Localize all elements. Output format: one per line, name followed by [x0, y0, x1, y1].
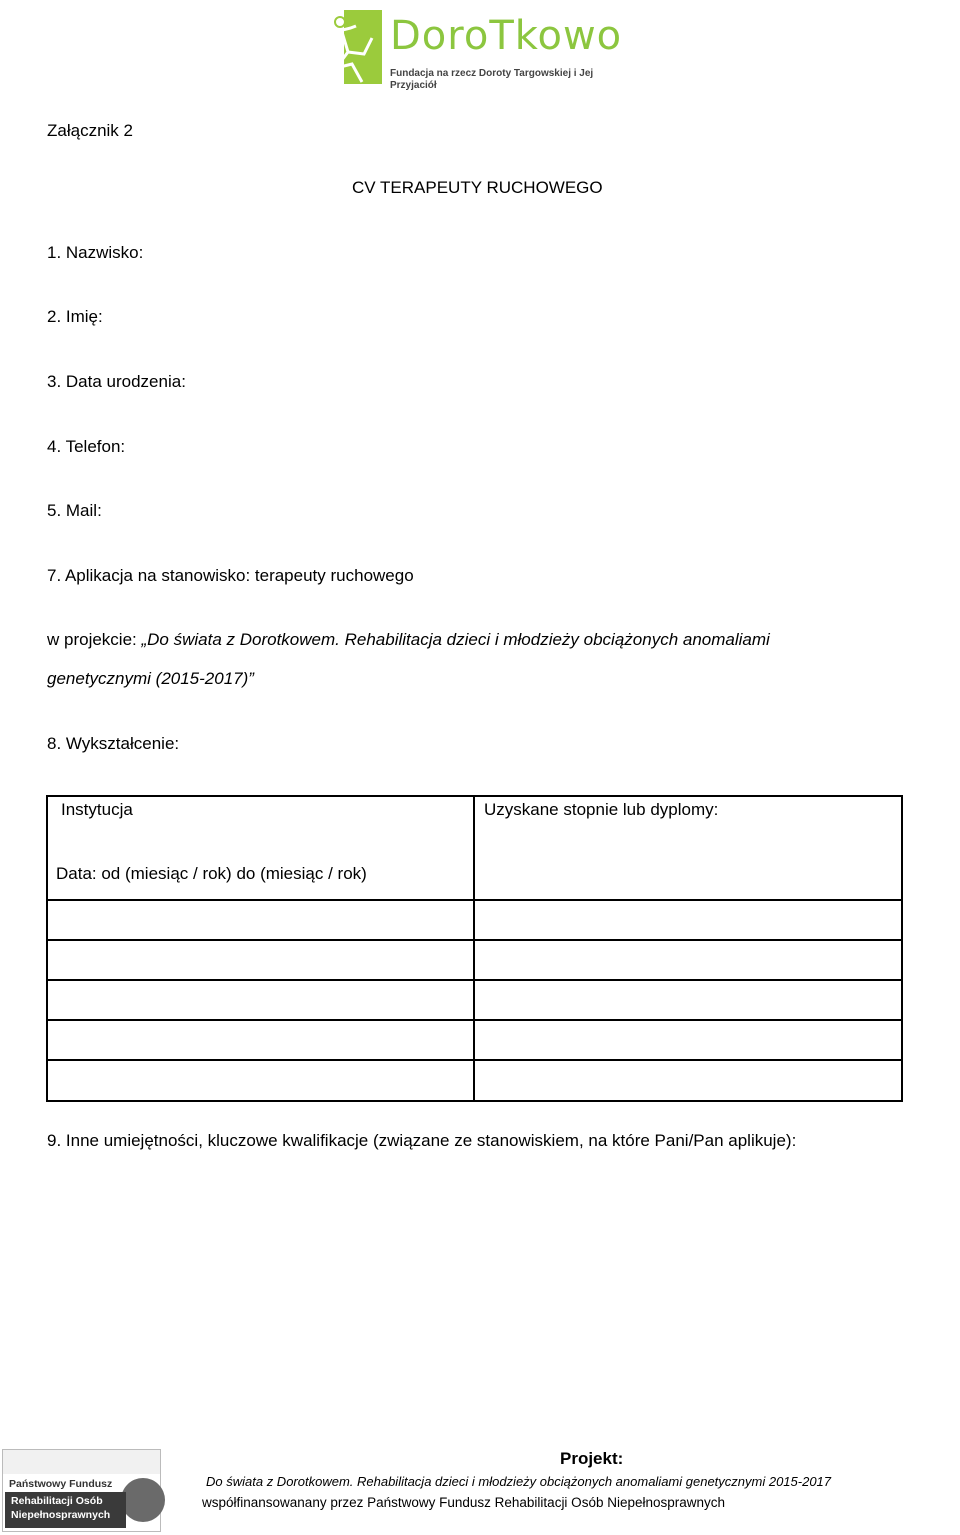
- footer-project-name: Do świata z Dorotkowem. Rehabilitacja dzieci i młodzieży obciążonych anomaliami genetycznymi 2015-2017: [206, 1474, 832, 1489]
- project-line-1: [47, 630, 770, 650]
- table-row: [48, 1021, 901, 1059]
- education-label: 8. Wykształcenie:: [47, 734, 180, 753]
- field-mail: 5. Mail:: [47, 501, 102, 520]
- pfron-circle-icon: [121, 1478, 165, 1522]
- document-title: CV TERAPEUTY RUCHOWEGO: [352, 178, 603, 197]
- dorotkowo-logo: [322, 8, 623, 91]
- logo-subtitle: Fundacja na rzecz Doroty Targowskiej i Jej Przyjaciół: [390, 68, 594, 91]
- table-header-institution: Instytucja: [61, 800, 133, 819]
- pfron-logo: [2, 1449, 161, 1532]
- project-prefix: w projekcie:: [47, 630, 142, 649]
- pfron-line-2: Rehabilitacji Osób: [11, 1495, 103, 1507]
- table-header-dates: Data: od (miesiąc / rok) do (miesiąc / rok): [56, 864, 367, 883]
- footer-project-title: Projekt:: [560, 1449, 624, 1468]
- field-birth-date: 3. Data urodzenia:: [47, 372, 186, 391]
- education-table: [46, 795, 903, 1102]
- field-phone: 4. Telefon:: [47, 437, 126, 456]
- pfron-dark-band: [5, 1492, 126, 1528]
- table-row: [48, 901, 901, 939]
- project-name-part-1: „Do świata z Dorotkowem. Rehabilitacja dzieci i młodzieży obciążonych anomaliami: [141, 630, 770, 649]
- pfron-line-1: Państwowy Fundusz: [9, 1478, 113, 1490]
- attachment-label: Załącznik 2: [47, 121, 133, 140]
- footer-cofinanced: współfinansowanany przez Państwowy Fundusz Rehabilitacji Osób Niepełnosprawnych: [202, 1495, 726, 1510]
- project-line-2: genetycznymi (2015-2017)”: [47, 669, 254, 688]
- table-row: [48, 981, 901, 1019]
- pfron-line-3: Niepełnosprawnych: [11, 1509, 111, 1521]
- skills-label: 9. Inne umiejętności, kluczowe kwalifikacje (związane ze stanowiskiem, na które Pani/Pan aplikuje):: [47, 1131, 797, 1150]
- table-header-degrees: Uzyskane stopnie lub dyplomy:: [484, 800, 719, 819]
- table-row: [48, 1061, 901, 1100]
- field-first-name: 2. Imię:: [47, 307, 103, 326]
- table-row: [48, 941, 901, 979]
- field-position: 7. Aplikacja na stanowisko: terapeuty ruchowego: [47, 566, 414, 585]
- pfron-logo-band: [3, 1450, 160, 1474]
- logo-wordmark: DoroTkowo: [390, 13, 623, 59]
- dancer-figure-icon: [322, 8, 386, 84]
- field-surname: 1. Nazwisko:: [47, 243, 144, 262]
